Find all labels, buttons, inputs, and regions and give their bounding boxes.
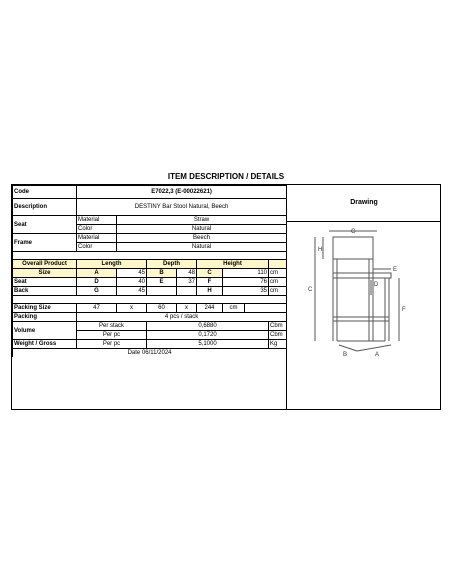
dimensions-header-row: [13, 260, 287, 269]
packing-depth: 60: [147, 304, 177, 313]
packing-length: 47: [77, 304, 117, 313]
sheet-title: ITEM DESCRIPTION / DETAILS: [167, 172, 285, 181]
dim-value: 76: [223, 278, 269, 287]
frame-label: Frame: [13, 234, 77, 252]
drawing-letter-a: A: [375, 352, 380, 358]
dim-key: C: [197, 269, 223, 278]
frame-color-value: Natural: [117, 243, 287, 252]
per-pc-unit: Cbm: [269, 331, 287, 340]
dim-value: 40: [117, 278, 147, 287]
packing-x: x: [177, 304, 197, 313]
size-label: Size: [13, 269, 77, 278]
frame-material-label: Material: [77, 234, 117, 243]
weight-value: 5,1000: [147, 340, 269, 349]
packing-size-row: [13, 304, 287, 313]
packing-value: 4 pcs / stack: [77, 313, 287, 322]
dimension-row-seat: [13, 278, 287, 287]
date-row: [13, 349, 287, 358]
bar-stool-drawing: [305, 225, 417, 365]
volume-stack-row: [13, 322, 287, 331]
dim-key: H: [197, 287, 223, 296]
seat-label: Seat: [13, 216, 77, 234]
unit-header-cell: [269, 260, 287, 269]
dim-value: 37: [177, 278, 197, 287]
dim-value: 45: [117, 269, 147, 278]
drawing-label: Drawing: [350, 199, 378, 206]
weight-label: Weight / Gross: [13, 340, 77, 349]
weight-per-pc-label: Per pc: [77, 340, 147, 349]
dim-value: [177, 287, 197, 296]
dim-key: G: [77, 287, 117, 296]
drawing-letter-h: H: [318, 247, 323, 253]
weight-unit: Kg: [269, 340, 287, 349]
dim-unit: cm: [269, 269, 287, 278]
dim-key: [147, 287, 177, 296]
frame-material-row: [13, 234, 287, 243]
per-stack-unit: Cbm: [269, 322, 287, 331]
drawing-letter-f: F: [402, 307, 406, 313]
dim-unit: cm: [269, 278, 287, 287]
packing-x: x: [117, 304, 147, 313]
packing-height: 244: [197, 304, 223, 313]
per-pc-value: 0,1720: [147, 331, 269, 340]
date-text: Date 06/11/2024: [13, 349, 287, 358]
drawing-letter-g: G: [351, 229, 356, 235]
dim-row-label: Seat: [13, 278, 77, 287]
drawing-letter-c: C: [308, 287, 313, 293]
per-pc-label: Per pc: [77, 331, 147, 340]
frame-color-label: Color: [77, 243, 117, 252]
dim-key: F: [197, 278, 223, 287]
seat-color-label: Color: [77, 225, 117, 234]
seat-shape: [333, 273, 391, 278]
overall-product-label: Overall Product: [13, 260, 77, 269]
description-label: Description: [13, 199, 77, 216]
dimension-row-overall: [13, 269, 287, 278]
depth-header: Depth: [147, 260, 197, 269]
code-value: E7022,3 (E-00022621): [77, 186, 287, 199]
drawing-panel: [286, 185, 441, 409]
seat-material-value: Straw: [117, 216, 287, 225]
spacer-row: [13, 252, 287, 260]
spec-table-area: [12, 185, 286, 409]
dimension-row-back: [13, 287, 287, 296]
dim-value: 48: [177, 269, 197, 278]
packing-size-label: Packing Size: [13, 304, 77, 313]
dim-line-b: [339, 345, 357, 351]
dim-line-a: [357, 345, 391, 351]
packing-unit: cm: [223, 304, 245, 313]
spec-table: [12, 185, 287, 357]
item-details-sheet: [11, 184, 441, 410]
dim-row-label: Back: [13, 287, 77, 296]
description-value: DESTINY Bar Stool Natural, Beech: [77, 199, 287, 216]
per-stack-label: Per stack: [77, 322, 147, 331]
drawing-letter-b: B: [343, 352, 348, 358]
dim-key: D: [77, 278, 117, 287]
height-header: Height: [197, 260, 269, 269]
drawing-letter-e: E: [393, 267, 398, 273]
description-row: [13, 199, 287, 216]
per-stack-value: 0,6880: [147, 322, 269, 331]
spacer-row: [13, 296, 287, 304]
volume-label: Volume: [13, 322, 77, 340]
dim-unit: cm: [269, 287, 287, 296]
dim-value: 45: [117, 287, 147, 296]
drawing-divider: [287, 221, 441, 222]
seat-color-value: Natural: [117, 225, 287, 234]
dim-value: 35: [223, 287, 269, 296]
dim-value: 110: [223, 269, 269, 278]
code-label: Code: [13, 186, 77, 199]
drawing-letter-d: D: [374, 282, 379, 288]
weight-row: [13, 340, 287, 349]
backrest-shape: [333, 237, 373, 259]
seat-material-row: [13, 216, 287, 225]
dim-key: E: [147, 278, 177, 287]
packing-row: [13, 313, 287, 322]
length-header: Length: [77, 260, 147, 269]
packing-label: Packing: [13, 313, 77, 322]
dim-key: B: [147, 269, 177, 278]
frame-material-value: Beech: [117, 234, 287, 243]
code-row: [13, 186, 287, 199]
seat-material-label: Material: [77, 216, 117, 225]
dim-key: A: [77, 269, 117, 278]
